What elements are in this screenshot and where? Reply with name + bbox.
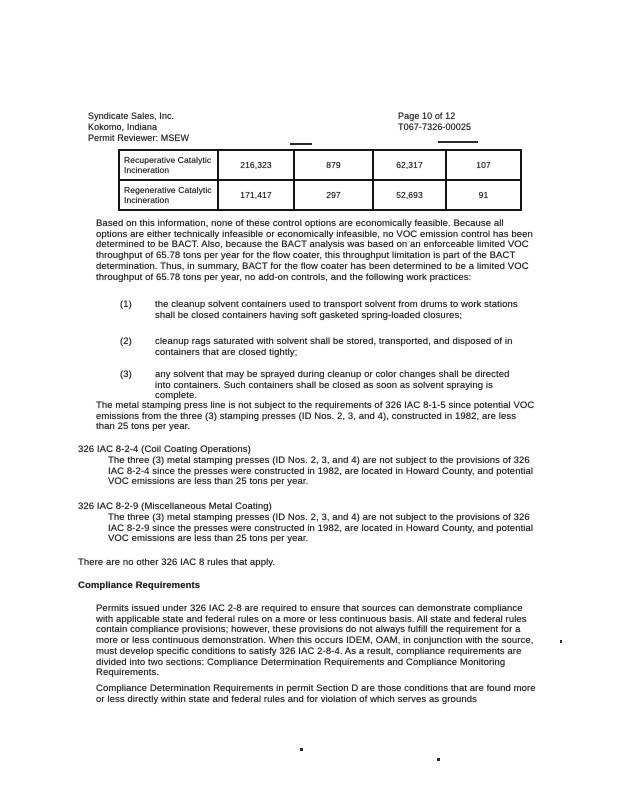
stamping-paragraph: The metal stamping press line is not subject to the requirements of 326 IAC 8-1-5 since potential VOC emissions from the three (3) stamping presses (ID Nos. 2, 3, and 4), constructed in 1982, are less than 25 tons per year.: [96, 400, 535, 433]
page-number: Page 10 of 12: [398, 111, 456, 121]
work-practice-item: [120, 300, 530, 321]
permit-number: T067-7326-00025: [398, 122, 472, 132]
list-text: any solvent that may be sprayed during cleanup or color changes shall be directed into containers. Such containers shall be closed as soon as solvent spraying is complete.: [155, 369, 510, 402]
company-location: Kokomo, Indiana: [88, 122, 158, 132]
value-cell: 216,323: [218, 150, 294, 180]
work-practice-item: [120, 370, 530, 402]
no-other-rules-line: There are no other 326 IAC 8 rules that apply.: [78, 557, 276, 568]
scan-artifact: [437, 758, 440, 761]
document-header-right: [398, 111, 471, 133]
bact-summary-paragraph: Based on this information, none of these control options are economically feasible. Because all options are either technically infeasible or economically infeasible, no VOC emission control has been determined to be BACT. Also, because the BACT analysis was based on an enforceable limited VOC throughput of 65.78 tons per year for the flow coater, this throughput limitation is part of the BACT determination. Thus, in summary, BACT for the flow coater has been determined to be a limited VOC throughput of 65.78 tons per year, no add-on controls, and the following work practices:: [96, 218, 533, 283]
table-row-regenerative: [119, 180, 521, 210]
permit-reviewer: Permit Reviewer: MSEW: [88, 133, 190, 143]
value-cell: 297: [294, 180, 373, 210]
value-cell: 62,317: [373, 150, 446, 180]
control-option-cell: Regenerative Catalytic Incineration: [119, 180, 218, 210]
control-cost-table: [118, 149, 522, 211]
scan-artifact: [560, 640, 562, 643]
value-cell: 171,417: [218, 180, 294, 210]
rule-paragraph-8-2-9: The three (3) metal stamping presses (ID Nos. 2, 3, and 4) are not subject to the provisions of 326 IAC 8-2-9 since the presses were constructed in 1982, are located in Howard County, and potential VOC emissions are less than 25 tons per year.: [108, 512, 534, 545]
compliance-requirements-heading: Compliance Requirements: [78, 580, 201, 591]
value-cell: 91: [446, 180, 521, 210]
list-number: (2): [120, 336, 132, 347]
rule-paragraph-8-2-4: The three (3) metal stamping presses (ID Nos. 2, 3, and 4) are not subject to the provisions of 326 IAC 8-2-4 since the presses were constructed in 1982, are located in Howard County, and potential VOC emissions are less than 25 tons per year.: [108, 455, 534, 488]
determination-paragraph: Compliance Determination Requirements in permit Section D are those conditions that are found more or less directly within state and federal rules and for violation of which serves as grounds: [96, 683, 536, 705]
list-number: (1): [120, 299, 132, 310]
company-name: Syndicate Sales, Inc.: [88, 111, 175, 121]
scan-artifact: [438, 141, 478, 143]
work-practice-item: [120, 337, 530, 358]
value-cell: 879: [294, 150, 373, 180]
scan-artifact: [300, 748, 303, 751]
document-header-left: [88, 111, 189, 144]
value-cell: 52,693: [373, 180, 446, 210]
scan-artifact: [290, 143, 312, 145]
rule-heading-8-2-9: 326 IAC 8-2-9 (Miscellaneous Metal Coating): [78, 501, 272, 512]
value-cell: 107: [446, 150, 521, 180]
list-text: cleanup rags saturated with solvent shall be stored, transported, and disposed of in containers that are closed tightly;: [155, 336, 513, 358]
compliance-paragraph: Permits issued under 326 IAC 2-8 are required to ensure that sources can demonstrate compliance with applicable state and federal rules on a more or less continuous basis. All state and federal rules contain compliance provisions; however, these provisions do not always fulfill the requirement for a more or less continuous demonstration. When this occurs IDEM, OAM, in conjunction with the source, must develop specific conditions to satisfy 326 IAC 2-8-4. As a result, compliance requirements are divided into two sections: Compliance Determination Requirements and Compliance Monitoring Requirements.: [96, 603, 534, 679]
control-option-cell: Recuperative Catalytic Incineration: [119, 150, 218, 180]
list-number: (3): [120, 369, 132, 380]
list-text: the cleanup solvent containers used to transport solvent from drums to work stations shall be closed containers having soft gasketed spring-loaded closures;: [155, 299, 518, 321]
table-row-recuperative: [119, 150, 521, 180]
rule-heading-8-2-4: 326 IAC 8-2-4 (Coil Coating Operations): [78, 444, 251, 455]
